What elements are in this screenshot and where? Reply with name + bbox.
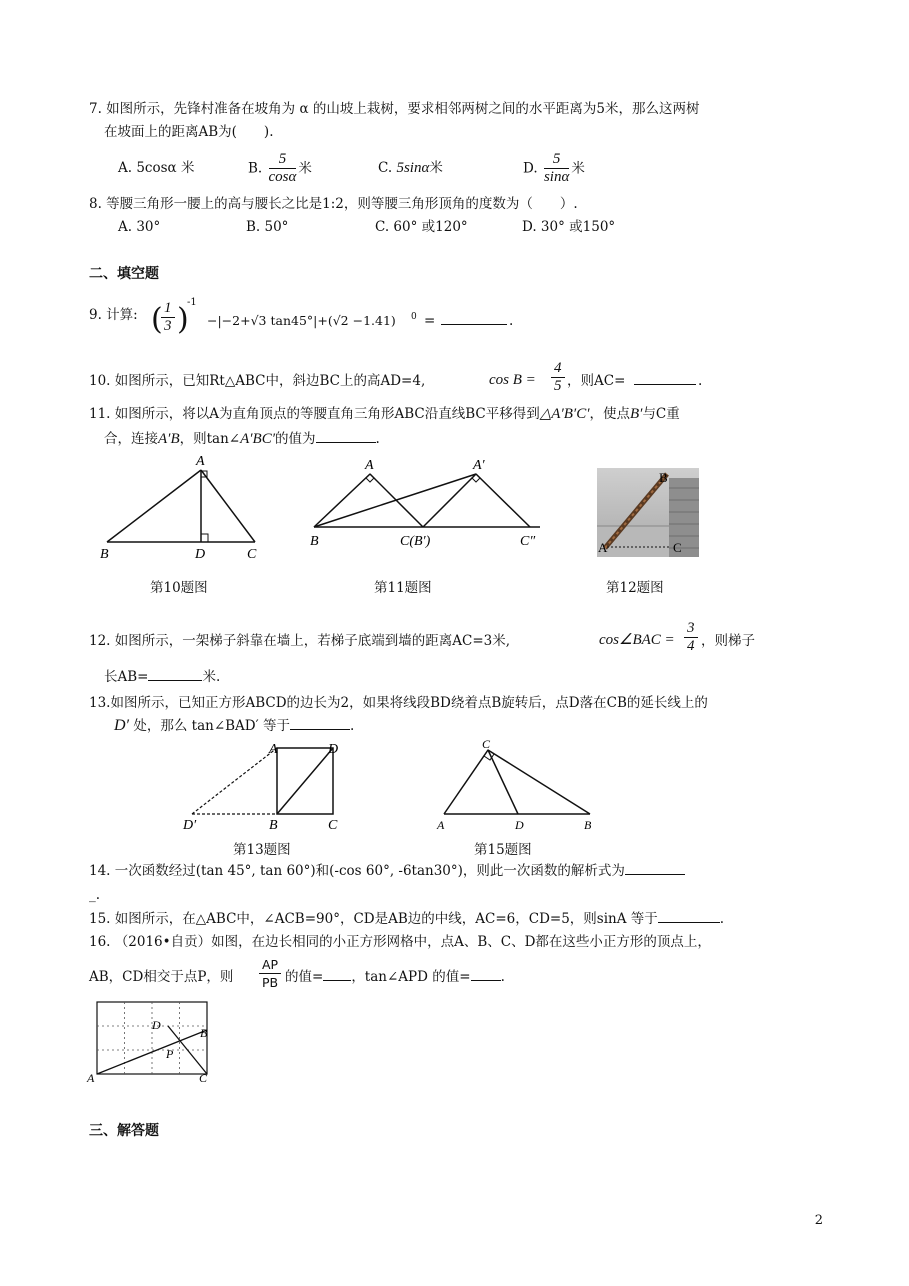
label-b: B: [200, 1026, 208, 1040]
label-a: A: [598, 540, 608, 555]
segment-ab: [107, 470, 201, 542]
label-d: D: [152, 1018, 161, 1032]
label-c: C: [199, 1071, 208, 1085]
label-d: D: [195, 547, 206, 562]
segment-ac: [444, 750, 488, 814]
label-b: B: [659, 470, 668, 485]
figure-q13: [180, 740, 350, 832]
label-dprime: D′: [183, 818, 197, 832]
figure-q12-photo: [597, 468, 699, 557]
q7-line2: 在坡面上的距离AB为( ).: [104, 124, 274, 140]
label-b: B: [310, 534, 319, 549]
q12-line1: 12. 如图所示，一架梯子斜靠在墙上，若梯子底端到墙的距离AC=3米, cos∠BAC = $\frac{3}{4}$ ，则梯子: [89, 620, 755, 654]
q8-option-d: D. 30° 或150°: [522, 219, 616, 235]
label-b: B: [100, 547, 109, 562]
q10: 10. 如图所示，已知Rt△ABC中，斜边BC上的高AD=4, cos B = $\frac{4}{5}$ ，则AC= .: [89, 360, 703, 394]
q8-option-b: B. 50°: [246, 219, 289, 235]
section-fill-in-heading: 二、填空题: [89, 266, 159, 282]
label-d: D: [328, 742, 339, 757]
diagonal-bd: [277, 748, 333, 814]
right-angle-d: [201, 534, 208, 542]
label-c-bprime: C(B′): [400, 534, 431, 549]
right-angle-a: [366, 474, 374, 482]
figure-q16-grid: [84, 998, 219, 1086]
caption-fig15: 第15题图: [474, 842, 532, 858]
label-d: D: [515, 818, 524, 832]
q12-line2: 长AB= 米.: [104, 669, 221, 685]
label-c: C: [673, 540, 682, 555]
label-b: B: [584, 818, 592, 832]
label-p: P: [166, 1047, 174, 1061]
segment-a2b: [314, 474, 476, 527]
q16-line2: AB，CD相交于点P，则 $\frac{AP}{PB}$ 的值= ，tan∠APD 的值= .: [89, 957, 505, 990]
page-number: 2: [814, 1213, 823, 1228]
label-c-double-prime: C″: [520, 534, 536, 549]
q7-option-b: B. $\frac{5}{\cos\alpha}$ 米: [248, 151, 312, 185]
q7-option-c: C. 5sinα米: [378, 160, 443, 176]
caption-fig10: 第10题图: [150, 580, 208, 596]
segment-ac: [201, 470, 255, 542]
segment-adprime: [192, 748, 277, 814]
figure-q15: [432, 736, 602, 832]
label-a: A: [87, 1071, 95, 1085]
q7-option-a: A. 5cosα 米: [118, 160, 195, 176]
q14-line1: 14. 一次函数经过(tan 45°, tan 60°)和(-cos 60°, -6tan30°)，则此一次函数的解析式为: [89, 862, 685, 880]
segment-a2c2: [476, 474, 530, 527]
section-solve-heading: 三、解答题: [89, 1123, 159, 1139]
label-c: C: [247, 547, 257, 562]
label-a: A: [365, 458, 374, 473]
grid-lines: [97, 1002, 207, 1074]
figure-q11: [300, 452, 545, 552]
q9: 9. 计算: ( $\frac{1}{3}$ ) -1 −|−2+√3 tan45°|+(√2 −1.41) 0 = .: [89, 297, 514, 337]
q13-line2: D′ 处，那么 tan∠BAD′ 等于 .: [114, 717, 355, 734]
caption-fig13: 第13题图: [233, 842, 291, 858]
label-c: C: [482, 737, 491, 751]
q13-line1: 13.如图所示，已知正方形ABCD的边长为2，如果将线段BD绕着点B旋转后，点D落在CB的延长线上的: [89, 695, 708, 711]
label-a: A: [196, 454, 205, 469]
figure-q10: [95, 448, 275, 563]
q8-option-c: C. 60° 或120°: [375, 219, 468, 235]
label-a: A: [269, 742, 278, 757]
segment-ba: [314, 474, 370, 527]
q11-line2: 合，连接A′B，则tan∠A′BC′的值为 .: [104, 431, 380, 447]
q7-line1: 7. 如图所示，先锋村准备在坡角为 α 的山坡上栽树，要求相邻两树之间的水平距离为5米，那么这两树: [89, 101, 700, 117]
q14-line2: _.: [89, 887, 101, 903]
q11-line1: 11. 如图所示，将以A为直角顶点的等腰直角三角形ABC沿直线BC平移得到△A′B′C′，使点B′与C重: [89, 406, 680, 422]
q15-line1: 15. 如图所示，在△ABC中，∠ACB=90°，CD是AB边的中线，AC=6，CD=5，则sinA 等于 .: [89, 911, 725, 927]
label-b: B: [269, 818, 278, 832]
q8-line1: 8. 等腰三角形一腰上的高与腰长之比是1:2，则等腰三角形顶角的度数为（ ）.: [89, 196, 578, 212]
label-a: A: [437, 818, 445, 832]
q8-option-a: A. 30°: [118, 219, 161, 235]
caption-fig12: 第12题图: [606, 580, 664, 596]
caption-fig11: 第11题图: [374, 580, 432, 596]
label-c: C: [328, 818, 338, 832]
label-a-prime: A′: [473, 458, 485, 473]
q16-line1: 16. （2016•自贡）如图，在边长相同的小正方形网格中，点A、B、C、D都在这些小正方形的顶点上，: [89, 934, 711, 950]
q7-option-d: D. $\frac{5}{\sin\alpha}$ 米: [523, 151, 585, 185]
q7-options: [118, 151, 638, 191]
